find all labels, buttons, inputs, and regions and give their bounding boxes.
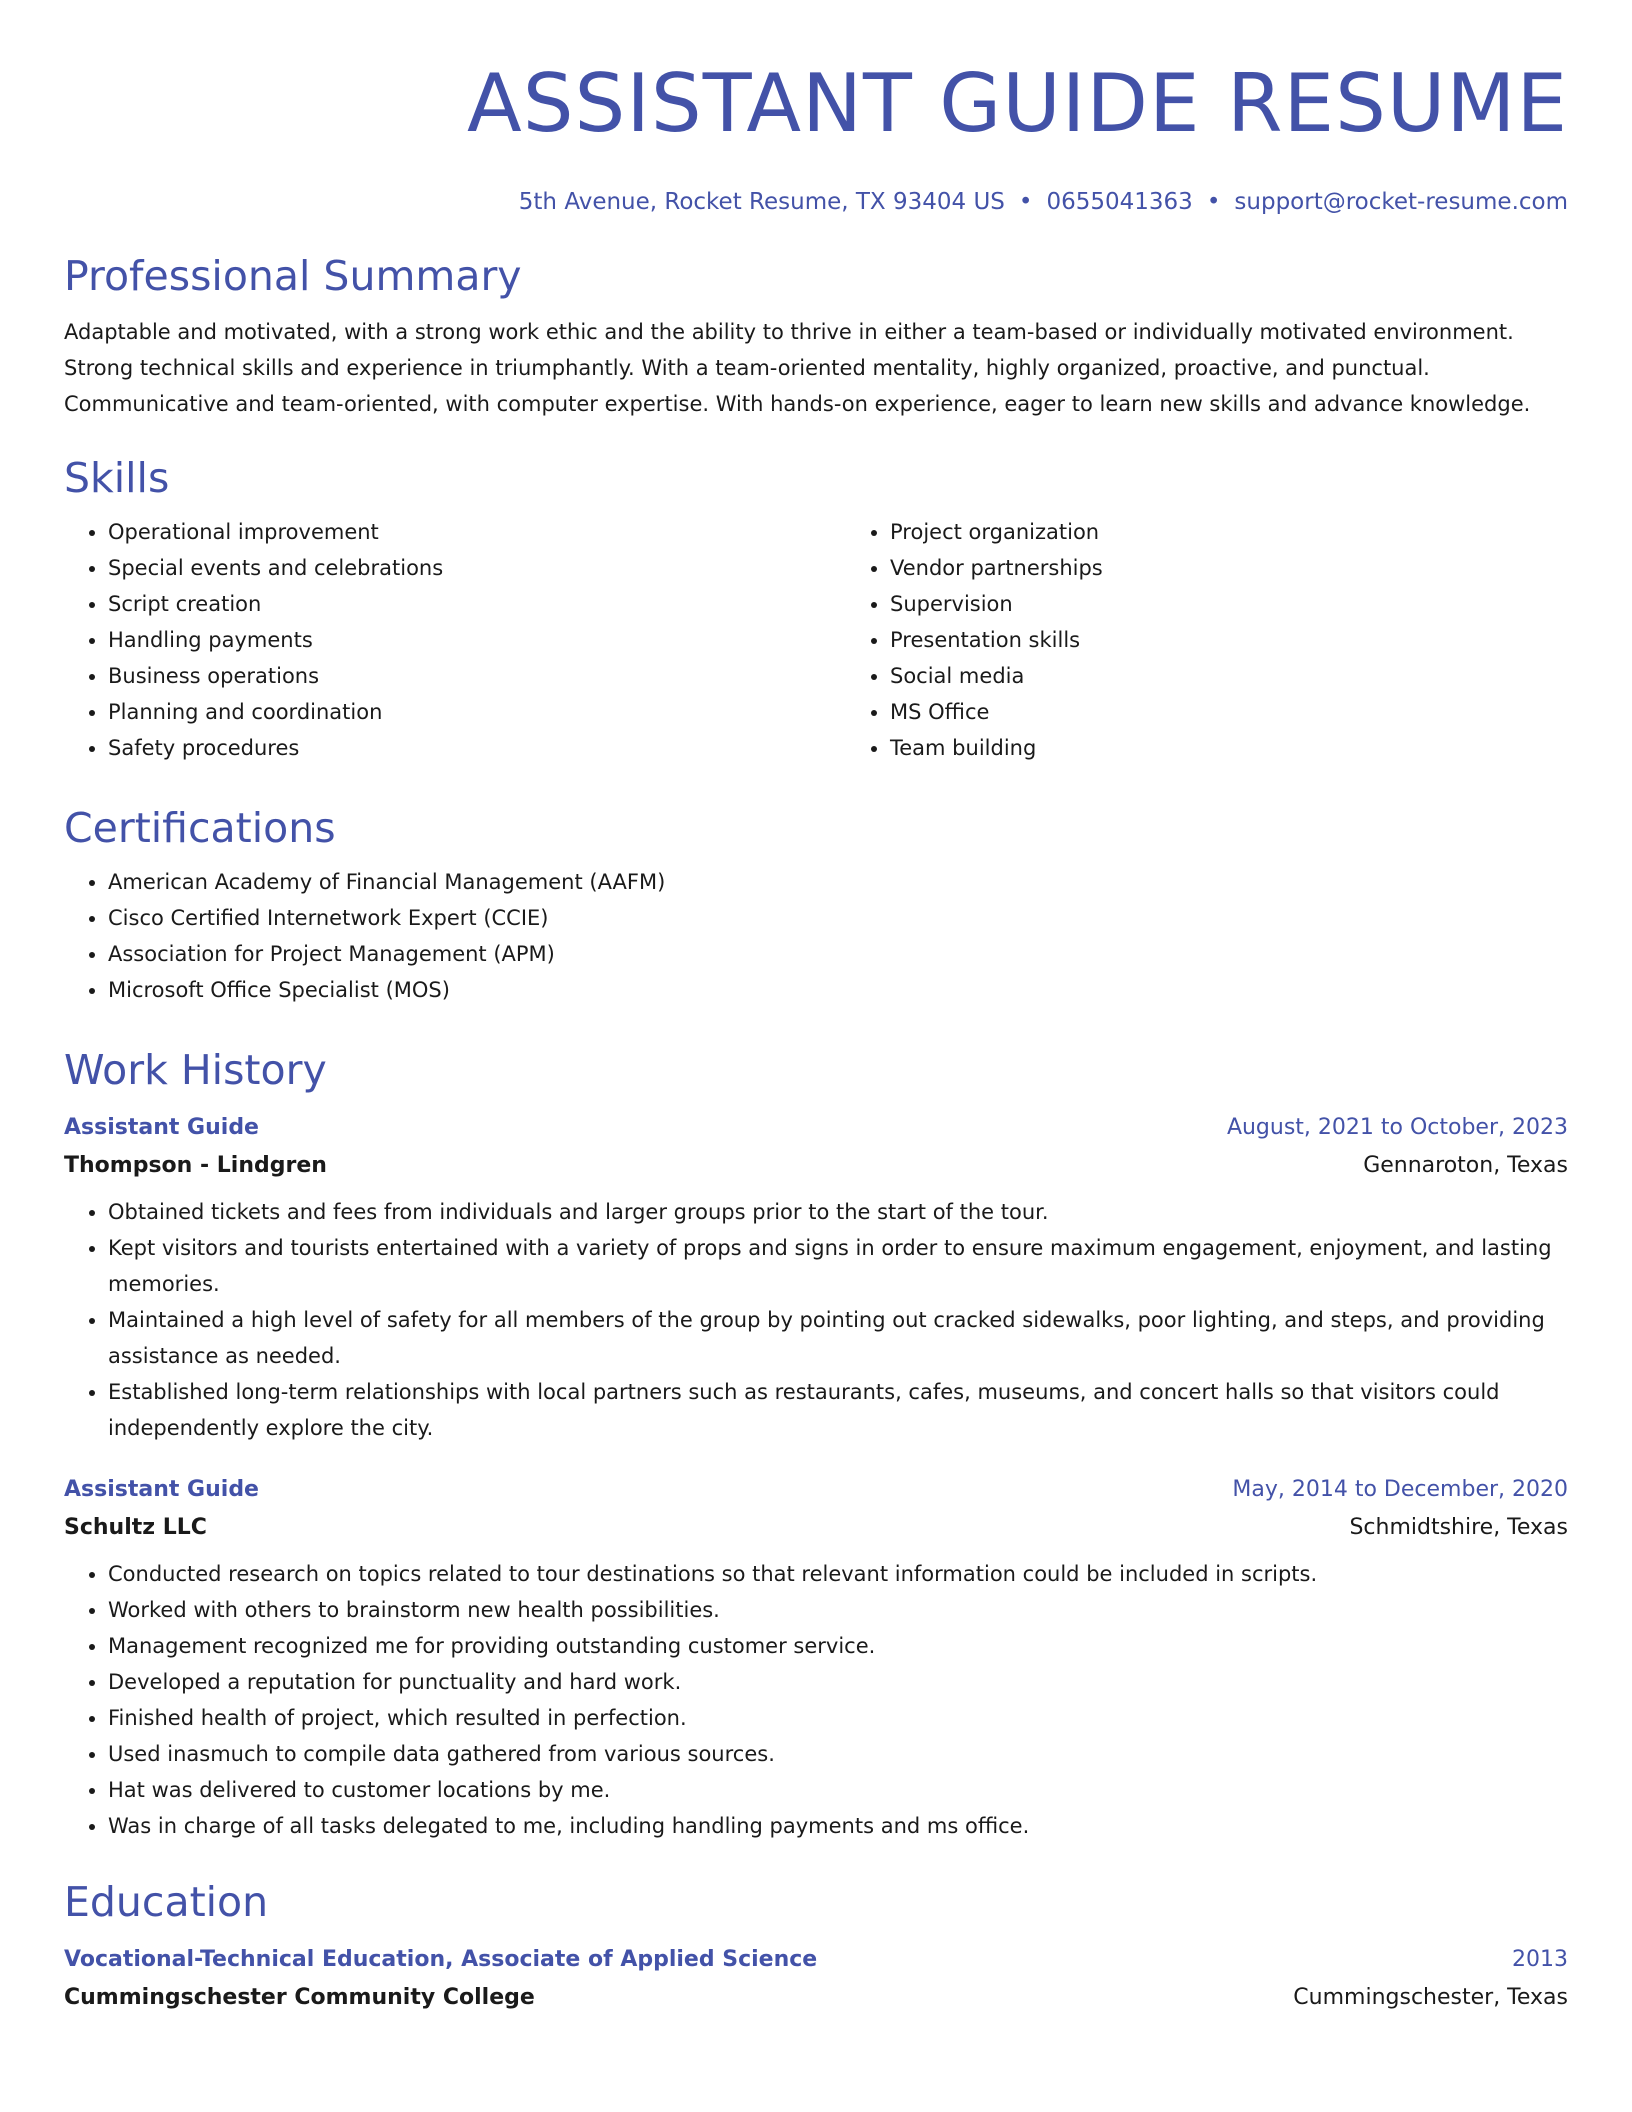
job-entry bbox=[64, 1110, 1568, 1446]
skills-list-left bbox=[64, 514, 846, 766]
contact-separator: • bbox=[1018, 189, 1033, 215]
job-company-row bbox=[64, 1146, 1568, 1186]
education-entry bbox=[64, 1942, 1568, 2018]
job-company-row bbox=[64, 1508, 1568, 1548]
education-section bbox=[64, 1874, 1568, 2018]
job-header-row bbox=[64, 1472, 1568, 1508]
job-bullet: • Obtained tickets and fees from individuals and larger groups prior to the start of the tour. bbox=[108, 1194, 1568, 1230]
job-dates: August, 2021 to October, 2023 bbox=[1226, 1115, 1568, 1140]
resume-header bbox=[64, 0, 1568, 218]
skill-item: • Team building bbox=[890, 730, 1568, 766]
contact-separator: • bbox=[1206, 189, 1221, 215]
certifications-list bbox=[64, 864, 1568, 1008]
work-history-section bbox=[64, 1042, 1568, 1844]
education-year: 2013 bbox=[1512, 1947, 1568, 1972]
contact-phone: 0655041363 bbox=[1046, 189, 1193, 215]
skill-item: • Presentation skills bbox=[890, 622, 1568, 658]
skills-columns bbox=[64, 514, 1568, 766]
certification-item: • American Academy of Financial Management (AAFM) bbox=[108, 864, 1568, 900]
skill-item: • Business operations bbox=[108, 658, 846, 694]
skill-item: • Project organization bbox=[890, 514, 1568, 550]
job-location: Schmidtshire, Texas bbox=[1349, 1515, 1568, 1540]
contact-line bbox=[64, 186, 1568, 218]
skill-item: • MS Office bbox=[890, 694, 1568, 730]
certification-item: • Microsoft Office Specialist (MOS) bbox=[108, 972, 1568, 1008]
skill-item: • Supervision bbox=[890, 586, 1568, 622]
job-bullet: • Maintained a high level of safety for all members of the group by pointing out cracked sidewalks, poor lighting, and steps, and providing assistance as needed. bbox=[108, 1302, 1568, 1374]
certification-item: • Cisco Certified Internetwork Expert (CCIE) bbox=[108, 900, 1568, 936]
skills-heading: Skills bbox=[64, 454, 170, 502]
education-school: Cummingschester Community College bbox=[64, 1985, 535, 2010]
job-bullet: • Finished health of project, which resulted in perfection. bbox=[108, 1700, 1568, 1736]
skills-list-right bbox=[846, 514, 1568, 766]
resume-title: ASSISTANT GUIDE RESUME bbox=[467, 57, 1568, 150]
job-bullets bbox=[64, 1194, 1568, 1446]
summary-text: Adaptable and motivated, with a strong work ethic and the ability to thrive in either a team-based or individually motivated environment. Strong technical skills and experience in triumphantly. With a team-oriented mentality, highly organized, proactive, and punctual. Communicative and team-oriented, with computer expertise. With hands-on experience, eager to learn new skills and advance knowledge. bbox=[64, 320, 1531, 416]
skill-item: • Vendor partnerships bbox=[890, 550, 1568, 586]
job-company: Thompson - Lindgren bbox=[64, 1153, 327, 1178]
work-history-heading: Work History bbox=[64, 1046, 327, 1094]
skill-item: • Planning and coordination bbox=[108, 694, 846, 730]
job-dates: May, 2014 to December, 2020 bbox=[1232, 1477, 1568, 1502]
job-location: Gennaroton, Texas bbox=[1363, 1153, 1568, 1178]
job-bullet: • Conducted research on topics related to tour destinations so that relevant information could be included in scripts. bbox=[108, 1556, 1568, 1592]
contact-address: 5th Avenue, Rocket Resume, TX 93404 US bbox=[518, 189, 1005, 215]
job-title: Assistant Guide bbox=[64, 1477, 259, 1502]
job-company: Schultz LLC bbox=[64, 1515, 207, 1540]
skill-item: • Script creation bbox=[108, 586, 846, 622]
job-bullet: • Was in charge of all tasks delegated to me, including handling payments and ms office. bbox=[108, 1808, 1568, 1844]
education-heading: Education bbox=[64, 1878, 269, 1926]
job-bullet: • Worked with others to brainstorm new health possibilities. bbox=[108, 1592, 1568, 1628]
contact-email: support@rocket-resume.com bbox=[1234, 189, 1568, 215]
summary-heading: Professional Summary bbox=[64, 252, 522, 300]
skill-item: • Social media bbox=[890, 658, 1568, 694]
education-location: Cummingschester, Texas bbox=[1293, 1985, 1568, 2010]
certification-item: • Association for Project Management (APM) bbox=[108, 936, 1568, 972]
job-bullet: • Kept visitors and tourists entertained with a variety of props and signs in order to ensure maximum engagement, enjoyment, and lasting memories. bbox=[108, 1230, 1568, 1302]
skill-item: • Handling payments bbox=[108, 622, 846, 658]
job-bullets bbox=[64, 1556, 1568, 1844]
job-entry bbox=[64, 1472, 1568, 1844]
summary-section bbox=[64, 248, 1568, 422]
job-bullet: • Used inasmuch to compile data gathered from various sources. bbox=[108, 1736, 1568, 1772]
education-degree: Vocational-Technical Education, Associate of Applied Science bbox=[64, 1947, 818, 1972]
job-bullet: • Hat was delivered to customer locations by me. bbox=[108, 1772, 1568, 1808]
skill-item: • Safety procedures bbox=[108, 730, 846, 766]
job-bullet: • Developed a reputation for punctuality and hard work. bbox=[108, 1664, 1568, 1700]
job-header-row bbox=[64, 1110, 1568, 1146]
skill-item: • Special events and celebrations bbox=[108, 550, 846, 586]
skill-item: • Operational improvement bbox=[108, 514, 846, 550]
certifications-section bbox=[64, 800, 1568, 1008]
education-school-row bbox=[64, 1978, 1568, 2018]
job-bullet: • Established long-term relationships with local partners such as restaurants, cafes, museums, and concert halls so that visitors could independently explore the city. bbox=[108, 1374, 1568, 1446]
skills-section bbox=[64, 450, 1568, 766]
job-bullet: • Management recognized me for providing outstanding customer service. bbox=[108, 1628, 1568, 1664]
education-header-row bbox=[64, 1942, 1568, 1978]
certifications-heading: Certifications bbox=[64, 804, 336, 852]
job-title: Assistant Guide bbox=[64, 1115, 259, 1140]
